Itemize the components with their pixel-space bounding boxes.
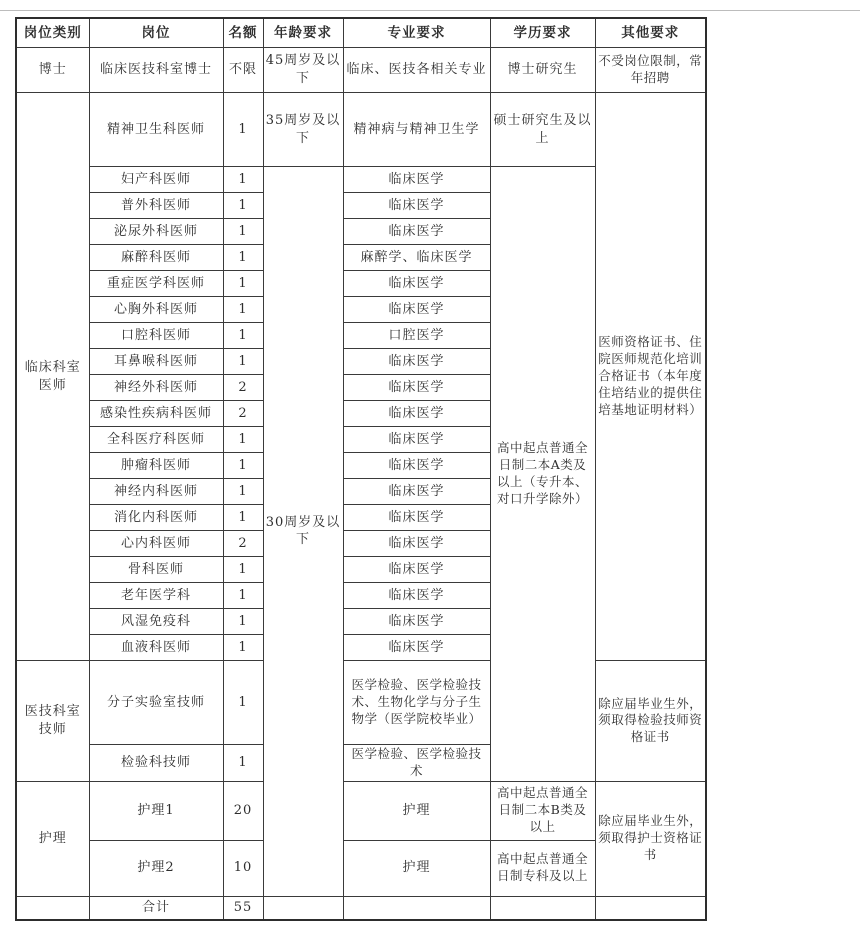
education-cell: 博士研究生 (490, 48, 595, 93)
quota-cell: 1 (223, 557, 263, 583)
table-row (16, 48, 706, 93)
category-cell-clinical: 临床科室医师 (16, 93, 89, 661)
col-header-education: 学历要求 (490, 18, 595, 48)
quota-cell: 2 (223, 401, 263, 427)
category-cell-tech: 医技科室技师 (16, 661, 89, 782)
quota-cell: 1 (223, 167, 263, 193)
position-cell: 重症医学科医师 (89, 271, 223, 297)
major-cell: 临床医学 (343, 557, 490, 583)
major-cell: 临床医学 (343, 505, 490, 531)
quota-cell: 1 (223, 583, 263, 609)
quota-cell: 10 (223, 840, 263, 896)
position-cell: 血液科医师 (89, 635, 223, 661)
major-cell: 临床医学 (343, 297, 490, 323)
total-label-cell: 合计 (89, 896, 223, 920)
position-cell: 护理1 (89, 781, 223, 840)
quota-cell: 1 (223, 661, 263, 745)
education-cell: 高中起点普通全日制二本B类及以上 (490, 781, 595, 840)
quota-cell: 1 (223, 271, 263, 297)
major-cell-empty (343, 896, 490, 920)
total-row (16, 896, 706, 920)
education-cell-empty (490, 896, 595, 920)
position-cell: 消化内科医师 (89, 505, 223, 531)
table-row (16, 781, 706, 840)
col-header-category: 岗位类别 (16, 18, 89, 48)
position-cell: 全科医疗科医师 (89, 427, 223, 453)
position-cell: 感染性疾病科医师 (89, 401, 223, 427)
position-cell: 老年医学科 (89, 583, 223, 609)
quota-cell: 1 (223, 745, 263, 782)
major-cell: 口腔医学 (343, 323, 490, 349)
other-cell: 医师资格证书、住院医师规范化培训合格证书（本年度住培结业的提供住培基地证明材料） (595, 93, 706, 661)
position-cell: 口腔科医师 (89, 323, 223, 349)
major-cell: 临床医学 (343, 219, 490, 245)
scan-edge-line (0, 10, 860, 11)
major-cell: 临床医学 (343, 583, 490, 609)
quota-cell: 1 (223, 323, 263, 349)
quota-cell: 1 (223, 219, 263, 245)
position-cell: 护理2 (89, 840, 223, 896)
position-cell: 肿瘤科医师 (89, 453, 223, 479)
quota-cell: 1 (223, 245, 263, 271)
quota-cell: 1 (223, 93, 263, 167)
position-cell: 风湿免疫科 (89, 609, 223, 635)
major-cell: 医学检验、医学检验技术 (343, 745, 490, 782)
quota-cell: 1 (223, 635, 263, 661)
major-cell: 临床医学 (343, 349, 490, 375)
quota-cell: 1 (223, 505, 263, 531)
quota-cell: 2 (223, 375, 263, 401)
major-cell: 麻醉学、临床医学 (343, 245, 490, 271)
recruitment-table (15, 17, 707, 921)
major-cell: 临床医学 (343, 609, 490, 635)
major-cell: 护理 (343, 840, 490, 896)
position-cell: 普外科医师 (89, 193, 223, 219)
age-cell-empty (263, 896, 343, 920)
position-cell: 神经外科医师 (89, 375, 223, 401)
major-cell: 精神病与精神卫生学 (343, 93, 490, 167)
quota-cell: 2 (223, 531, 263, 557)
major-cell: 临床医学 (343, 635, 490, 661)
age-cell: 35周岁及以下 (263, 93, 343, 167)
other-cell-empty (595, 896, 706, 920)
position-cell: 分子实验室技师 (89, 661, 223, 745)
position-cell: 泌尿外科医师 (89, 219, 223, 245)
category-cell-empty (16, 896, 89, 920)
position-cell: 心胸外科医师 (89, 297, 223, 323)
position-cell: 妇产科医师 (89, 167, 223, 193)
position-cell: 麻醉科医师 (89, 245, 223, 271)
major-cell: 临床医学 (343, 479, 490, 505)
col-header-major: 专业要求 (343, 18, 490, 48)
quota-cell: 1 (223, 349, 263, 375)
major-cell: 临床医学 (343, 401, 490, 427)
age-cell: 45周岁及以下 (263, 48, 343, 93)
col-header-position: 岗位 (89, 18, 223, 48)
major-cell: 临床医学 (343, 167, 490, 193)
position-cell: 神经内科医师 (89, 479, 223, 505)
category-cell-doctor: 博士 (16, 48, 89, 93)
major-cell: 临床、医技各相关专业 (343, 48, 490, 93)
position-cell: 耳鼻喉科医师 (89, 349, 223, 375)
quota-cell: 1 (223, 427, 263, 453)
position-cell: 精神卫生科医师 (89, 93, 223, 167)
major-cell: 医学检验、医学检验技术、生物化学与分子生物学（医学院校毕业） (343, 661, 490, 745)
position-cell: 心内科医师 (89, 531, 223, 557)
quota-cell: 1 (223, 453, 263, 479)
table-row (16, 661, 706, 745)
major-cell: 临床医学 (343, 193, 490, 219)
header-row (16, 18, 706, 48)
quota-cell: 1 (223, 479, 263, 505)
quota-cell: 1 (223, 609, 263, 635)
quota-cell: 不限 (223, 48, 263, 93)
position-cell: 骨科医师 (89, 557, 223, 583)
quota-cell: 20 (223, 781, 263, 840)
major-cell: 护理 (343, 781, 490, 840)
other-cell: 除应届毕业生外，须取得检验技师资格证书 (595, 661, 706, 782)
total-value-cell: 55 (223, 896, 263, 920)
other-cell: 除应届毕业生外，须取得护士资格证书 (595, 781, 706, 896)
major-cell: 临床医学 (343, 531, 490, 557)
age-cell: 30周岁及以下 (263, 167, 343, 897)
major-cell: 临床医学 (343, 375, 490, 401)
table-row (16, 93, 706, 167)
education-cell: 高中起点普通全日制二本A类及以上（专升本、对口升学除外） (490, 167, 595, 782)
major-cell: 临床医学 (343, 271, 490, 297)
quota-cell: 1 (223, 193, 263, 219)
col-header-other: 其他要求 (595, 18, 706, 48)
col-header-quota: 名额 (223, 18, 263, 48)
position-cell: 检验科技师 (89, 745, 223, 782)
position-cell: 临床医技科室博士 (89, 48, 223, 93)
education-cell: 高中起点普通全日制专科及以上 (490, 840, 595, 896)
quota-cell: 1 (223, 297, 263, 323)
major-cell: 临床医学 (343, 453, 490, 479)
major-cell: 临床医学 (343, 427, 490, 453)
category-cell-nursing: 护理 (16, 781, 89, 896)
col-header-age: 年龄要求 (263, 18, 343, 48)
education-cell: 硕士研究生及以上 (490, 93, 595, 167)
other-cell: 不受岗位限制，常年招聘 (595, 48, 706, 93)
